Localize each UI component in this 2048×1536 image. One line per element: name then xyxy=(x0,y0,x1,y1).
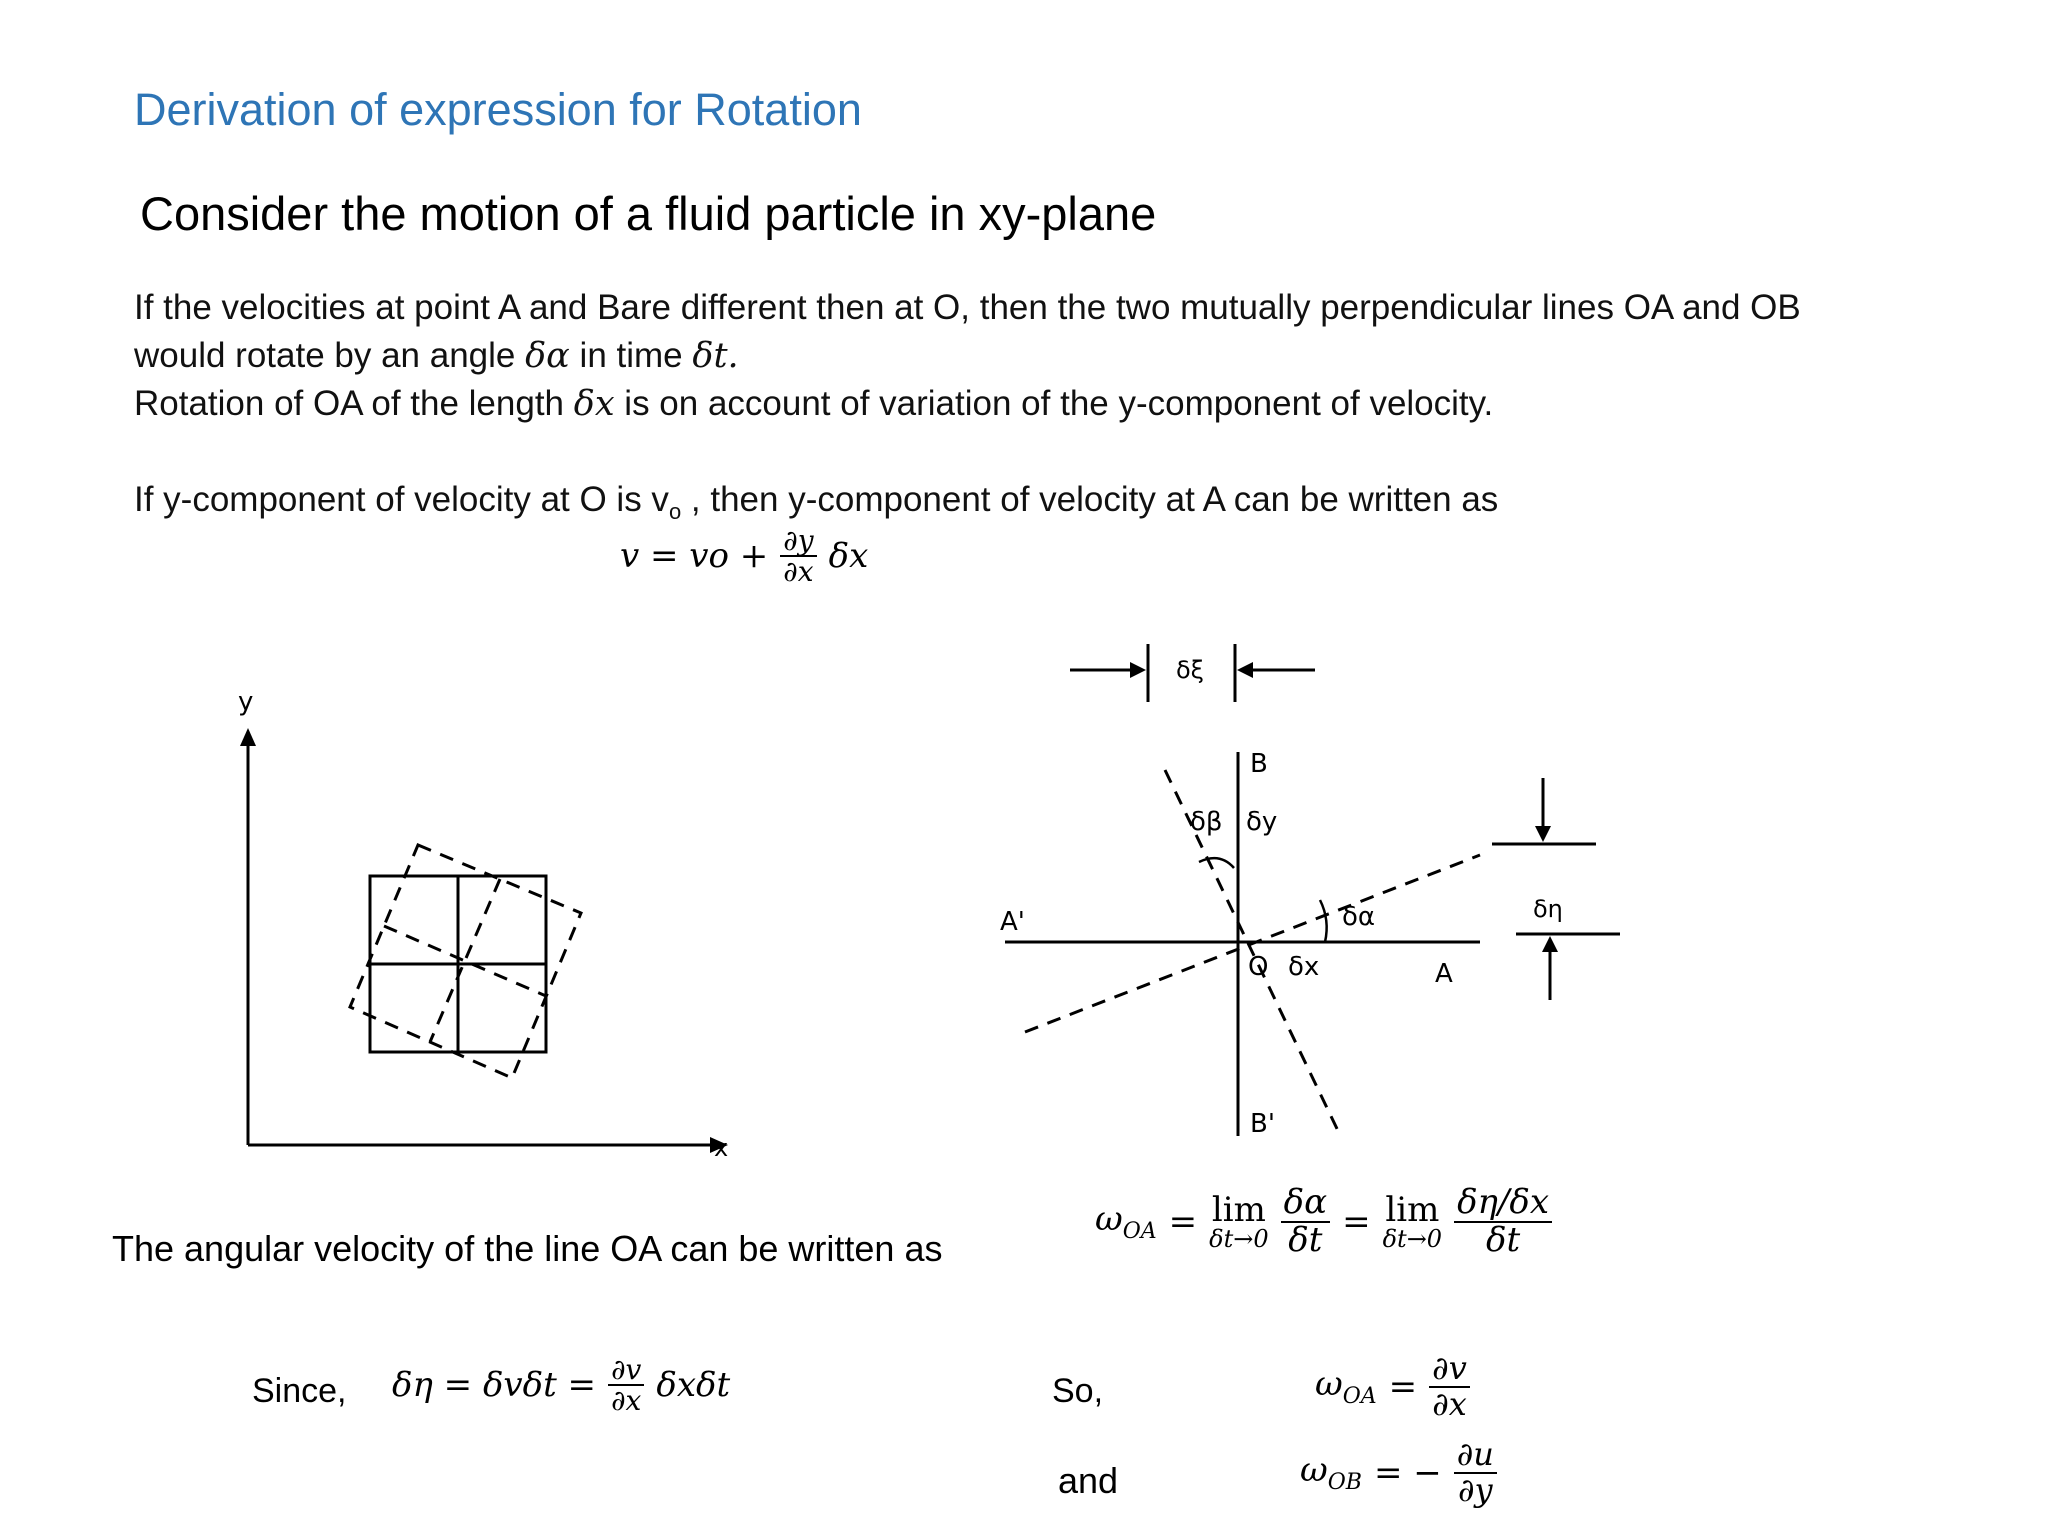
label-A: A xyxy=(1435,959,1453,989)
paragraph-line-3: Rotation of OA of the length δx is on account of variation of the y-component of velocity. xyxy=(134,384,1494,424)
so-label: So, xyxy=(1052,1372,1104,1410)
y-axis-arrow xyxy=(240,728,256,746)
y-axis-label: y xyxy=(238,687,254,717)
page-subtitle: Consider the motion of a fluid particle in xy-plane xyxy=(140,187,1157,240)
equation-omega-limit: $\omega_{OA}$ = lim δt→0 $\frac{\delta\alpha}{\delta t}$ = lim δt→0 $\frac{\delta\eta/\delta x}{\delta t}$ xyxy=(1095,1185,1552,1258)
label-O: O xyxy=(1248,952,1269,982)
line-rotation-diagram xyxy=(980,630,1660,1150)
label-delta-alpha: δα xyxy=(1342,902,1376,932)
equation-delta-eta: δη = δvδt = $\frac{\partial v}{\partial x}$ δxδt xyxy=(392,1353,731,1418)
arc-delta-beta xyxy=(1199,858,1234,868)
and-label: and xyxy=(1058,1460,1119,1501)
equation-v: v = vo + $\frac{\partial y}{\partial x}$ δx xyxy=(620,524,869,589)
label-delta-y: δy xyxy=(1246,807,1278,837)
equation-omega-oa: $\omega_{OA}$ = $\frac{\partial v}{\partial x}$ xyxy=(1315,1352,1470,1421)
since-label: Since, xyxy=(252,1372,347,1410)
label-A-prime: A' xyxy=(1000,907,1025,937)
equation-omega-ob: $\omega_{OB}$ = − $\frac{\partial u}{\partial y}$ xyxy=(1300,1438,1497,1507)
paragraph-line-2: would rotate by an angle δα in time δt. xyxy=(134,336,739,376)
paragraph-line-4: If y-component of velocity at O is $v_o$ , then y-component of velocity at A can be written as xyxy=(134,480,1499,524)
paragraph-line-1: If the velocities at point A and Bare different then at O, then the two mutually perpendicular lines OA and OB xyxy=(134,288,1801,327)
page-title: Derivation of expression for Rotation xyxy=(134,84,862,135)
label-delta-eta: δη xyxy=(1533,895,1563,923)
angular-velocity-text: The angular velocity of the line OA can be written as xyxy=(112,1228,943,1269)
label-B: B xyxy=(1250,749,1268,779)
label-B-prime: B' xyxy=(1250,1109,1275,1139)
label-delta-xi: δξ xyxy=(1176,656,1205,684)
arc-delta-alpha xyxy=(1320,900,1327,942)
x-axis-label: x xyxy=(714,1134,729,1160)
label-delta-beta: δβ xyxy=(1190,807,1223,837)
particle-rotation-diagram xyxy=(220,680,780,1160)
label-delta-x: δx xyxy=(1288,952,1320,982)
